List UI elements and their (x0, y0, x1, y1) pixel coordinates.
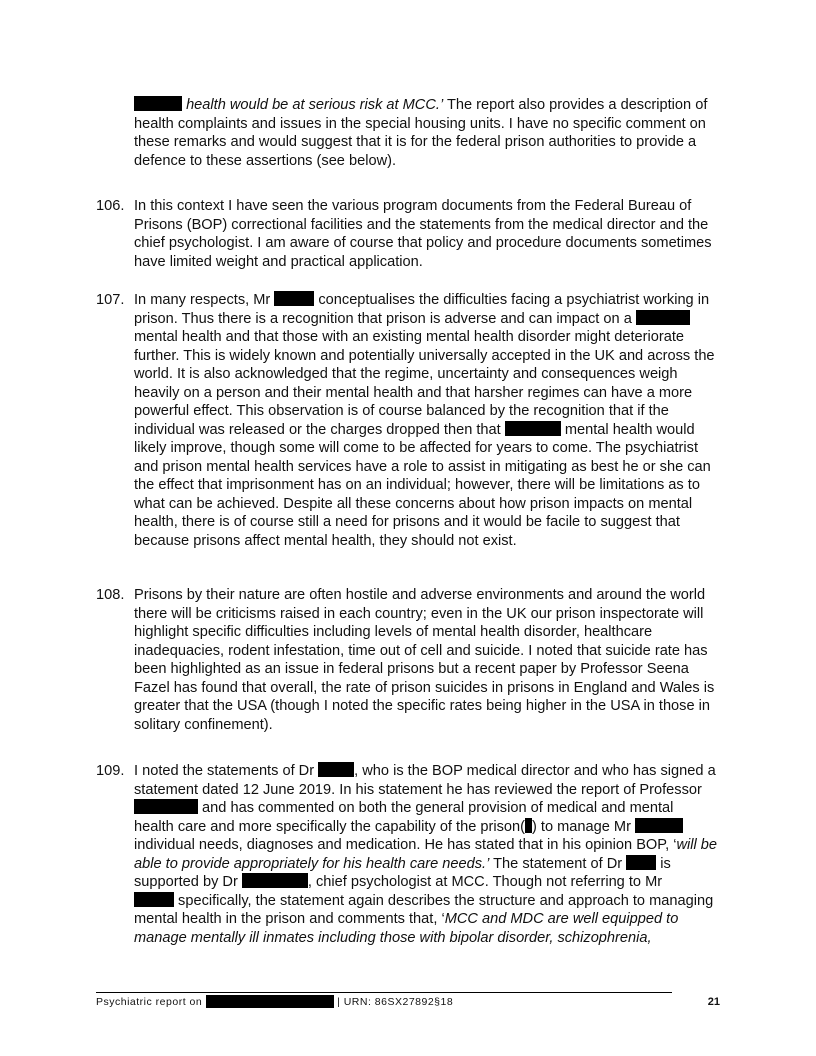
text-line: greater that the USA (though I noted the specific rates being higher in the USA in those in (134, 698, 711, 714)
redaction-block (206, 995, 334, 1008)
text-line: In many respects, Mr conceptualises the difficulties facing a psychiatrist working in (134, 292, 710, 308)
text-line: specifically, the statement again describes the structure and approach to managing (134, 892, 717, 911)
paragraph-107 (134, 291, 715, 550)
redaction-block (525, 818, 532, 833)
text-line: the effect that imprisonment has on an individual; however, there will be limitations as to (134, 477, 700, 493)
redaction-block (636, 310, 690, 325)
redaction-block (635, 818, 683, 833)
text-line: health care and more specifically the capability of the prison( ) to manage Mr (134, 818, 717, 837)
text-line: chief psychologist. I am aware of course that policy and procedure documents sometimes (134, 235, 712, 251)
paragraph-109 (134, 762, 717, 947)
text-line: heavily on a person and their mental health and that harsher regimes can have a more (134, 384, 693, 401)
text-line: In this context I have seen the various program documents from the Federal Bureau of (134, 198, 692, 214)
text-line: there will be criticisms raised in each country; even in the UK our prison inspectorate will (134, 605, 704, 622)
text-line: health, there is of course still a need for prisons and it would be facile to suggest that (134, 514, 680, 530)
text-line: what can be achieved. Despite all these concerns about how prison impacts on mental (134, 495, 693, 512)
page-footer (96, 995, 720, 1013)
text-line: likely improve, though some will come to be affected for years to come. The psychiatrist (134, 440, 699, 456)
redaction-block (626, 855, 656, 870)
text-line: statement dated 12 June 2019. In his statement he has reviewed the report of Professor (134, 781, 702, 798)
text-line: defence to these assertions (see below). (134, 152, 397, 169)
text-line: because prisons affect mental health, they should not exist. (134, 532, 517, 549)
text-line: further. This is widely known and potentially universally accepted in the UK and across the (134, 347, 715, 364)
text-line: I noted the statements of Dr , who is the BOP medical director and who has signed a (134, 763, 716, 779)
redaction-block (274, 291, 314, 306)
text-line: been highlighted as an issue in federal prisons but a recent paper by Professor Seena (134, 661, 689, 677)
text-line: highlight specific difficulties including levels of mental health disorder, healthcare (134, 624, 653, 640)
text-line: and prison mental health services have a role to assist in mitigating as best he or she can (134, 458, 711, 475)
text-line: supported by Dr , chief psychologist at MCC. Though not referring to Mr (134, 874, 663, 890)
text-line: prison. Thus there is a recognition that prison is adverse and can impact on a (134, 310, 715, 329)
text-line: mental health and that those with an existing mental health disorder might deteriorate (134, 329, 685, 345)
text-line: Prisons (BOP) correctional facilities and the statements from the medical director and the (134, 216, 709, 233)
quoted-text: manage mentally ill inmates including those with bipolar disorder, schizophrenia, (134, 929, 652, 946)
paragraph-number: 107. (96, 292, 125, 308)
text-line: mental health in the prison and comments that, ‘MCC and MDC are well equipped to (134, 911, 679, 927)
redaction-block (505, 421, 561, 436)
text-line: individual needs, diagnoses and medication. He has stated that in his opinion BOP, ‘will be (134, 837, 718, 853)
text-line: solitary confinement). (134, 716, 273, 733)
text-line (134, 929, 717, 948)
paragraph-number: 108. (96, 587, 125, 603)
paragraph-106 (134, 197, 712, 271)
redaction-block (134, 892, 174, 907)
page-number: 21 (707, 996, 720, 1008)
footer-urn: | URN: 86SX27892§18 (337, 996, 454, 1008)
quoted-text: health would be at serious risk at MCC.’ (186, 97, 444, 113)
redaction-block (134, 96, 182, 111)
paragraph-number: 106. (96, 198, 125, 214)
footer-divider (96, 992, 672, 993)
text-line: Fazel has found that overall, the rate of prison suicides in prisons in England and Wales is (134, 679, 715, 696)
quoted-text: able to provide appropriately for his health care needs.’ (134, 855, 490, 872)
paragraph-108 (134, 586, 714, 734)
text-line: powerful effect. This observation is of course balanced by the recognition that if the (134, 403, 669, 419)
paragraph-number: 109. (96, 763, 125, 779)
redaction-block (134, 799, 198, 814)
text-line: and has commented on both the general provision of medical and mental (134, 799, 717, 818)
redaction-block (242, 873, 308, 888)
text-line: inadequacies, rodent infestation, time out of cell and suicide. I noted that suicide rate has (134, 642, 708, 659)
text-line: have limited weight and practical application. (134, 253, 423, 270)
text-line: able to provide appropriately for his health care needs.’ The statement of Dr is (134, 855, 671, 872)
text-line: Prisons by their nature are often hostile and adverse environments and around the world (134, 587, 706, 603)
text-line: these remarks and would suggest that it is for the federal prison authorities to provide a (134, 134, 697, 150)
text-line: health would be at serious risk at MCC.’ The report also provides a description of (134, 96, 707, 115)
redaction-block (318, 762, 354, 777)
paragraph-105-continuation (134, 96, 707, 170)
footer-prefix: Psychiatric report on (96, 996, 203, 1008)
text-line: individual was released or the charges dropped then that mental health would (134, 421, 695, 438)
text-line: health complaints and issues in the special housing units. I have no specific comment on (134, 115, 706, 132)
text-line: world. It is also acknowledged that the regime, uncertainty and consequences weigh (134, 366, 678, 382)
